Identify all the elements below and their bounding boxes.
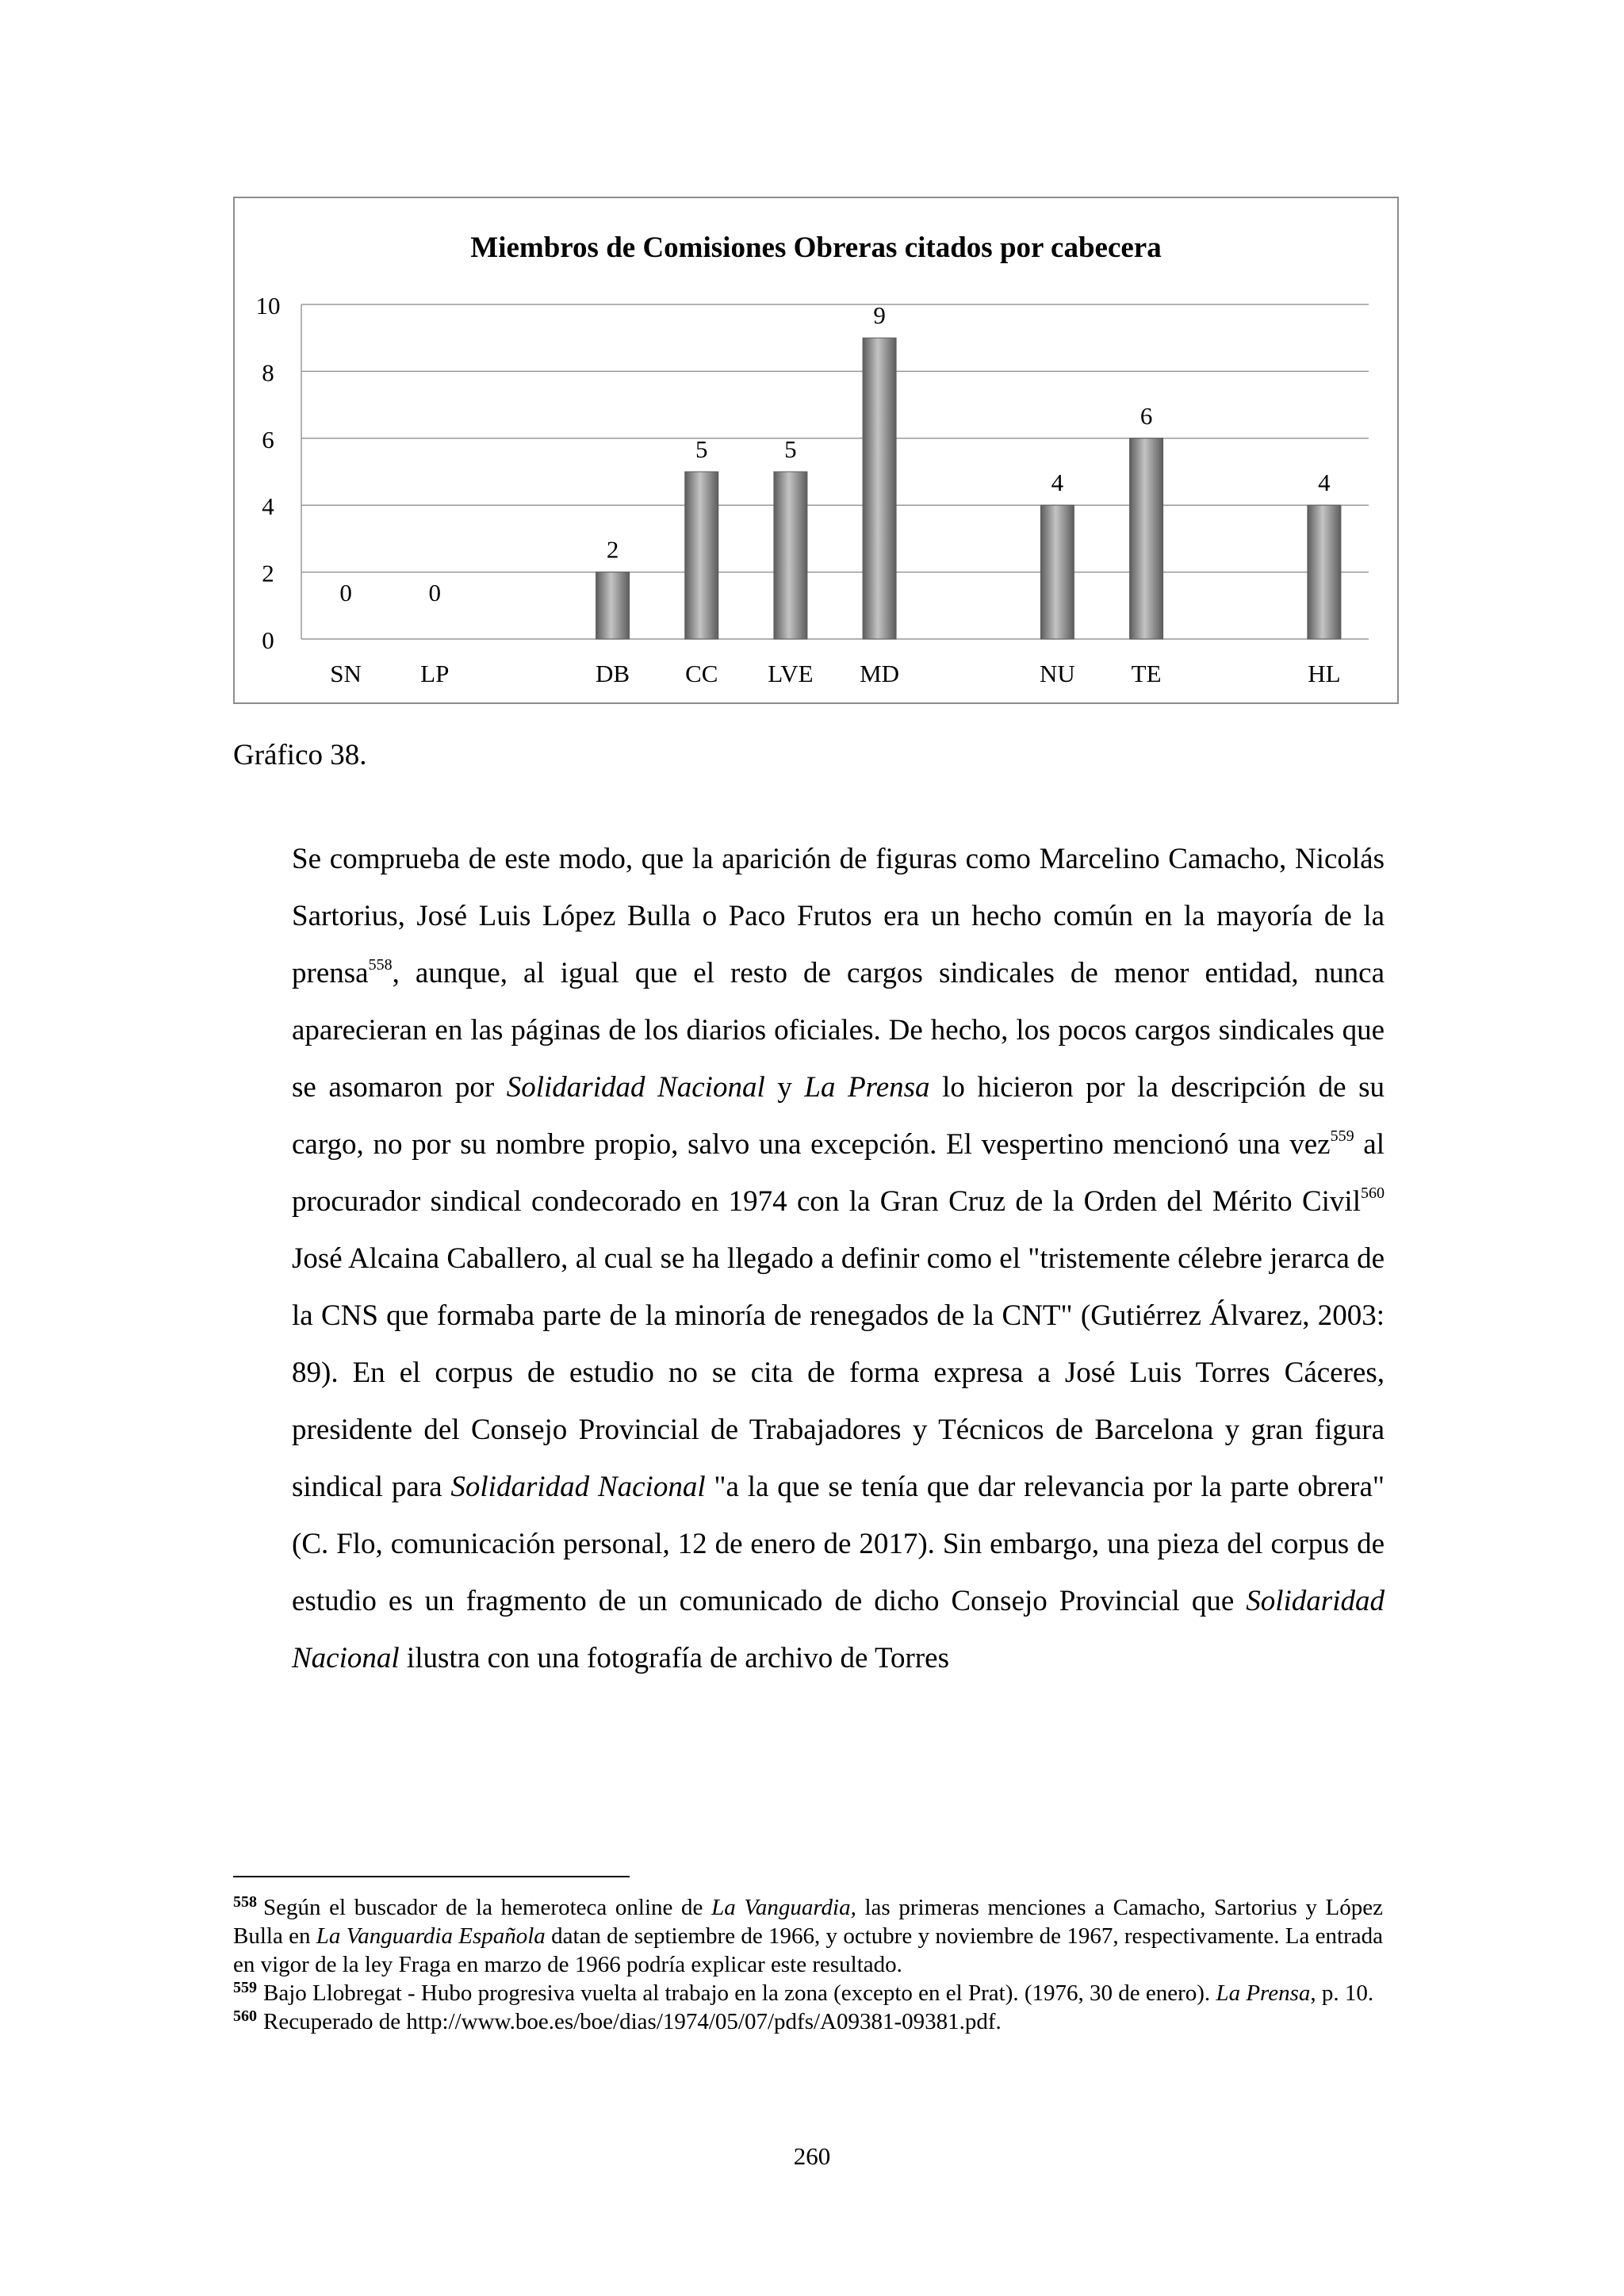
body-text-run: ilustra con una fotografía de archivo de Torres	[399, 1642, 949, 1674]
footnotes	[233, 1893, 1383, 2036]
body-text-run: José Alcaina Caballero, al cual se ha llegado a definir como el "tristemente célebre jerarca de la CNS que formaba parte de la minoría de renegados de la CNT" (Gutiérrez Álvarez, 2003: 89). En el corpus de estudio no se cita de forma expresa a José Luis Torres Cáceres, presidente del Consejo Provincial de Trabajadores y Técnicos de Barcelona y gran figura sindical para	[292, 1242, 1385, 1503]
x-tick-label: TE	[1131, 660, 1162, 687]
body-paragraph	[292, 831, 1385, 1687]
data-label: 9	[873, 301, 886, 330]
body-text-run: , aunque, al igual que el resto de cargos sindicales de menor entidad, nunca aparecieran en las páginas de los diarios oficiales. De hecho, los pocos cargos sindicales que se asomaron por	[292, 957, 1385, 1104]
figure-caption: Gráfico 38.	[233, 739, 367, 771]
bar	[685, 472, 718, 639]
bar-chart	[235, 198, 1397, 702]
footnote-italic: La Vanguardia Española	[316, 1923, 546, 1949]
data-label: 4	[1051, 469, 1064, 497]
footnote-number: 560	[233, 2007, 257, 2025]
data-label: 4	[1318, 469, 1331, 497]
x-tick-label: LVE	[768, 660, 814, 687]
data-label: 6	[1139, 401, 1153, 430]
footnote-text: datan de septiembre de 1966, y octubre y noviembre de 1967, respectivamente. La entrada en vigor de la ley Fraga en marzo de 1966 podría explicar este resultado.	[233, 1923, 1384, 1977]
bar	[863, 338, 896, 639]
y-tick-label: 2	[262, 559, 274, 587]
chart-container	[233, 197, 1399, 704]
y-tick-label: 6	[262, 425, 274, 453]
body-text-run: al procurador sindical condecorado en 1974 con la Gran Cruz de la Orden del Mérito Civil	[292, 1128, 1385, 1218]
footnote-text: , p. 10.	[1310, 1980, 1374, 2006]
footnote-text: Según el buscador de la hemeroteca online de	[263, 1895, 712, 1920]
body-text-run: "a la que se tenía que dar relevancia por la parte obrera" (C. Flo, comunicación personal, 12 de enero de 2017). Sin embargo, una pieza del corpus de estudio es un fragmento de un comunicado de dicho Consejo Provincial que	[292, 1471, 1385, 1617]
footnote-number: 558	[233, 1893, 257, 1911]
italic-title: Solidaridad Nacional	[450, 1471, 706, 1503]
data-label: 2	[606, 535, 619, 564]
footnote-text: Bajo Llobregat - Hubo progresiva vuelta al trabajo en la zona (excepto en el Prat). (1976, 30 de enero).	[263, 1980, 1216, 2006]
footnote-ref-558[interactable]: 558	[368, 956, 393, 974]
footnote-italic: La Vanguardia,	[711, 1895, 856, 1920]
bar	[596, 572, 630, 639]
body-text-run: lo hicieron por la descripción de su cargo, no por su nombre propio, salvo una excepción. El vespertino mencionó una vez	[292, 1071, 1385, 1161]
x-tick-label: SN	[330, 660, 362, 687]
footnote-italic: La Prensa	[1216, 1980, 1311, 2006]
y-tick-label: 8	[262, 358, 274, 387]
body-text-run: y	[764, 1071, 805, 1104]
x-tick-label: CC	[685, 660, 718, 687]
x-tick-label: DB	[596, 660, 630, 687]
footnote-ref-559[interactable]: 559	[1330, 1127, 1354, 1145]
x-tick-label: NU	[1040, 660, 1075, 687]
x-tick-label: MD	[860, 660, 900, 687]
footnote-text: Recuperado de http://www.boe.es/boe/dias/1974/05/07/pdfs/A09381-09381.pdf.	[263, 2009, 1002, 2034]
footnote-number: 559	[233, 1979, 257, 1996]
italic-title: La Prensa	[804, 1071, 930, 1104]
y-tick-label: 10	[255, 292, 281, 320]
bar	[1130, 438, 1163, 639]
data-label: 5	[784, 435, 797, 463]
page-number: 260	[793, 2142, 831, 2170]
body-text-run: Se comprueba de este modo, que la aparición de figuras como Marcelino Camacho, Nicolás Sartorius, José Luis López Bulla o Paco Frutos era un hecho común en la mayoría de la prensa	[292, 843, 1385, 989]
x-tick-label: HL	[1308, 660, 1341, 687]
italic-title: Solidaridad Nacional	[506, 1071, 765, 1104]
footnote-text: las primeras menciones a Camacho, Sartorius y López Bulla en	[233, 1895, 1384, 1949]
italic-title: Solidaridad Nacional	[292, 1585, 1385, 1674]
bar	[774, 472, 807, 639]
chart-title: Miembros de Comisiones Obreras citados por cabecera	[470, 232, 1162, 264]
data-label: 5	[695, 435, 708, 463]
footnote-559	[233, 1979, 1383, 2007]
footnote-separator	[233, 1876, 630, 1877]
data-label: 0	[428, 579, 441, 607]
y-tick-label: 4	[262, 492, 274, 521]
data-label: 0	[339, 579, 352, 607]
y-tick-label: 0	[262, 626, 274, 654]
footnote-560	[233, 2007, 1383, 2036]
x-tick-label: LP	[420, 660, 450, 687]
bar	[1308, 505, 1341, 639]
footnote-ref-560[interactable]: 560	[1361, 1184, 1385, 1202]
footnote-558	[233, 1893, 1383, 1979]
bar	[1040, 505, 1074, 639]
